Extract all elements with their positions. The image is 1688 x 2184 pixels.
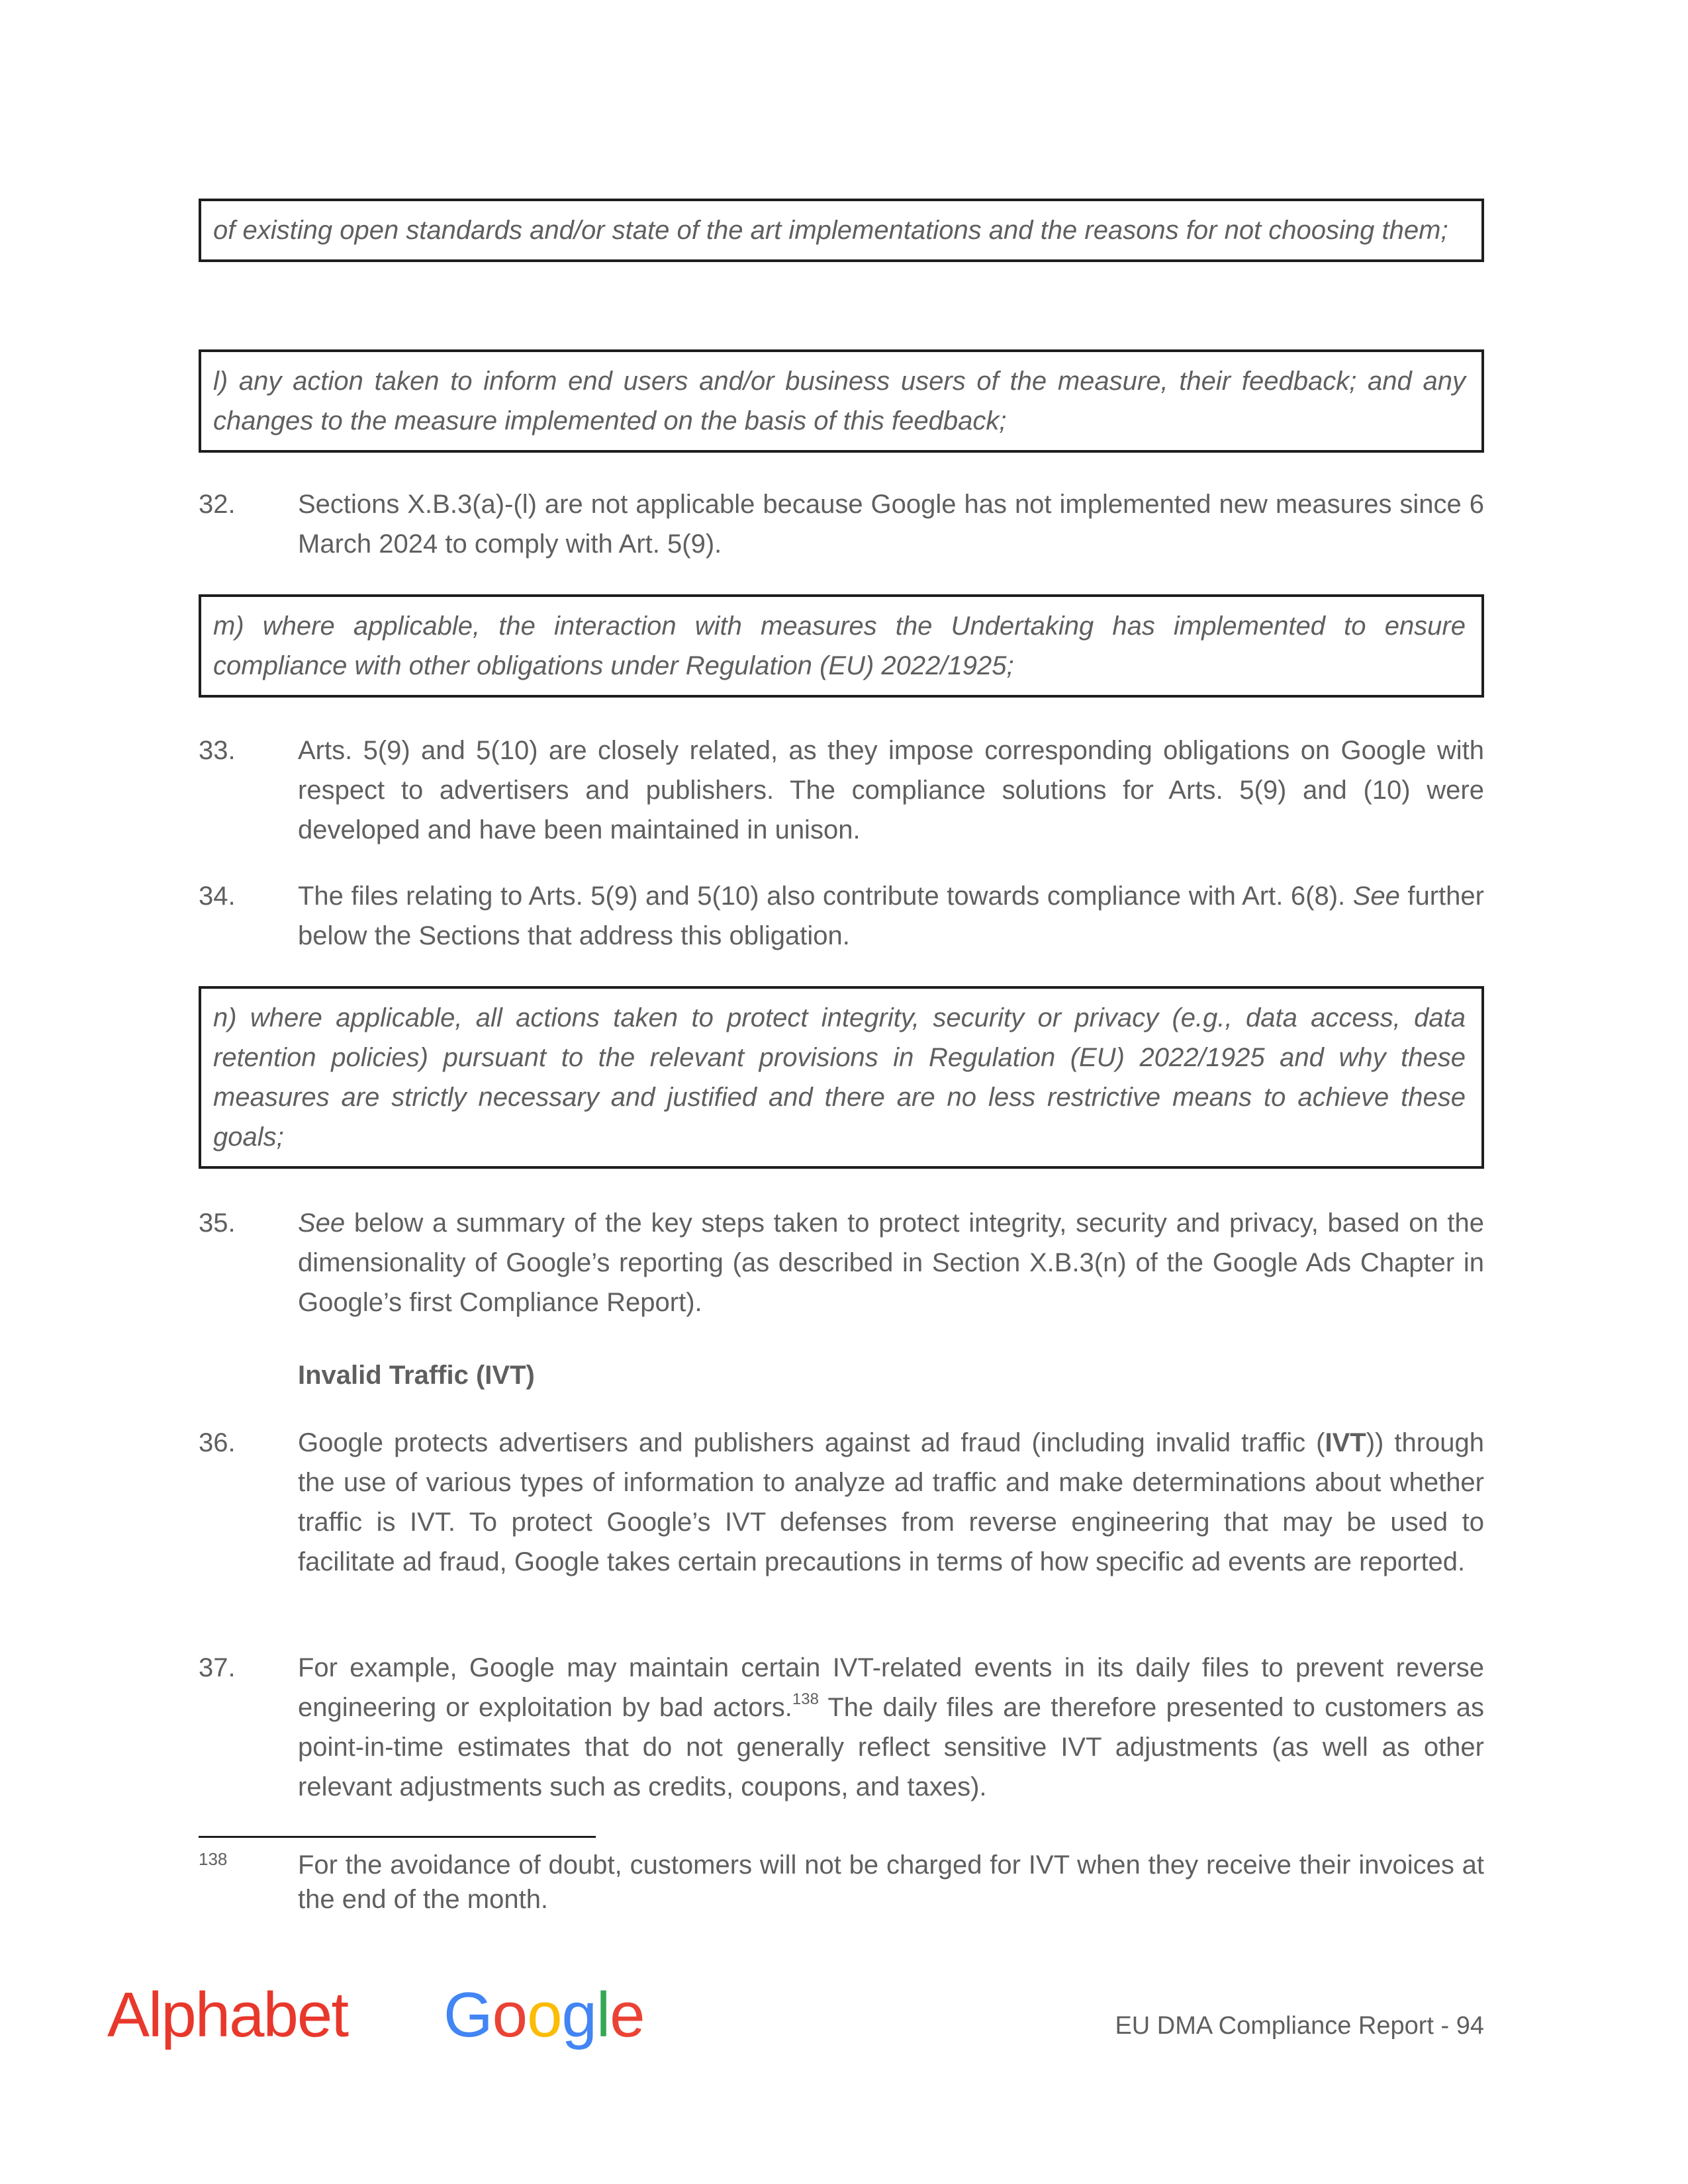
paragraph-number: 33. [199,736,236,765]
see-reference: See [1352,882,1400,911]
google-logo-letter: G [444,1979,492,2050]
google-logo-letter: e [610,1979,645,2050]
paragraph-36 [199,1423,1484,1582]
footnote-138 [199,1848,1484,1917]
google-logo-letter: o [527,1979,562,2050]
quote-box-m [199,594,1484,698]
paragraph-text-continued: The daily files are therefore presented to customers as point-in-time estimates that do not generally reflect sensitive IVT adjustments (as well as other relevant adjustments such as credits, coupons, and taxes). [298,1693,1484,1801]
paragraph-text: Arts. 5(9) and 5(10) are closely related, as they impose corresponding obligations on Google with respect to advertisers and publishers. The compliance solutions for Arts. 5(9) and (10) were developed and have been maintained in unison. [298,736,1484,844]
paragraph-35 [199,1203,1484,1322]
paragraph-number: 37. [199,1653,236,1682]
paragraph-text: Google protects advertisers and publishers against ad fraud (including invalid traffic ( [298,1428,1325,1457]
paragraph-34 [199,876,1484,956]
paragraph-37 [199,1648,1484,1807]
quote-text-k-continued: of existing open standards and/or state of the art implementations and the reasons for not choosing them; [213,216,1448,245]
quote-text-n: n) where applicable, all actions taken to protect integrity, security or privacy (e.g., data access, data retention policies) pursuant to the relevant provisions in Regulation (EU) 2022/1925 and why these measures are strictly necessary and justified and there are no less restrictive means to achieve these goals; [213,1003,1466,1152]
paragraph-number: 32. [199,490,236,519]
google-logo [444,1979,645,2052]
footnote-text: For the avoidance of doubt, customers will not be charged for IVT when they receive their invoices at the end of the month. [298,1850,1484,1914]
paragraph-32 [199,484,1484,564]
paragraph-text: Sections X.B.3(a)-(l) are not applicable because Google has not implemented new measures since 6 March 2024 to comply with Art. 5(9). [298,490,1484,559]
footnote-reference[interactable]: 138 [792,1690,819,1708]
section-heading-ivt: Invalid Traffic (IVT) [298,1361,535,1390]
paragraph-number: 36. [199,1428,236,1457]
paragraph-number: 34. [199,882,236,911]
google-logo-letter: g [561,1979,596,2050]
footnote-separator [199,1836,596,1838]
defined-term-ivt: IVT [1325,1428,1366,1457]
paragraph-text-continued: further below the Sections that address this obligation. [298,882,1484,950]
paragraph-text: For example, Google may maintain certain IVT-related events in its daily files to prevent reverse engineering or exploitation by bad actors. [298,1653,1484,1722]
page-footer-label: EU DMA Compliance Report - 94 [1115,2012,1484,2040]
google-logo-letter: l [596,1979,610,2050]
paragraph-text-continued: )) through the use of various types of information to analyze ad traffic and make determinations about whether traffic is IVT. To protect Google’s IVT defenses from reverse engineering that may be used to facilitate ad fraud, Google takes certain precautions in terms of how specific ad events are reported. [298,1428,1484,1576]
paragraph-33 [199,731,1484,850]
google-logo-letter: o [492,1979,528,2050]
quote-box-k-continued [199,199,1484,262]
paragraph-text: below a summary of the key steps taken to protect integrity, security and privacy, based on the dimensionality of Google’s reporting (as described in Section X.B.3(n) of the Google Ads Chapter in Google’s first Compliance Report). [298,1208,1484,1317]
paragraph-number: 35. [199,1208,236,1238]
quote-box-l [199,349,1484,453]
quote-box-n [199,986,1484,1169]
alphabet-logo: Alphabet [107,1979,348,2050]
paragraph-text: The files relating to Arts. 5(9) and 5(10) also contribute towards compliance with Art. 6(8). [298,882,1353,911]
see-reference: See [298,1208,346,1238]
quote-text-l: l) any action taken to inform end users and/or business users of the measure, their feedback; and any changes to the measure implemented on the basis of this feedback; [213,367,1466,435]
quote-text-m: m) where applicable, the interaction with measures the Undertaking has implemented to ensure compliance with other obligations under Regulation (EU) 2022/1925; [213,612,1466,680]
footnote-number: 138 [199,1849,228,1869]
